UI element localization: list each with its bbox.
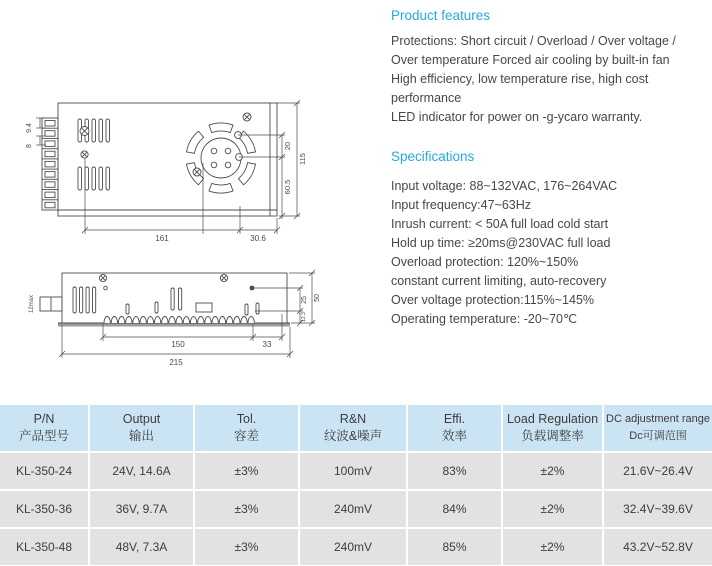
col-header-ripple-noise: R&N 纹波&噪声: [300, 405, 406, 451]
screw-icon: [99, 274, 227, 289]
cell-load-regulation: ±2%: [503, 453, 602, 489]
spec-table: [0, 405, 712, 565]
col-header-pn: P/N 产品型号: [0, 405, 88, 451]
fan-icon: [187, 123, 256, 193]
feature-line: Over temperature Forced air cooling by built-in fan: [391, 53, 670, 67]
specifications-section: [391, 149, 712, 329]
side-view-drawing: [29, 270, 321, 367]
feature-line: LED indicator for power on -g-ycaro warranty.: [391, 110, 643, 124]
product-features-title: Product features: [391, 8, 491, 23]
cell-dc-adjust-range: 32.4V~39.6V: [604, 491, 712, 527]
cell-output: 48V, 7.3A: [90, 529, 193, 565]
cell-ripple-noise: 240mV: [300, 529, 406, 565]
spec-line: constant current limiting, auto-recovery: [391, 274, 607, 288]
cell-efficiency: 83%: [408, 453, 501, 489]
col-header-output: Output 输出: [90, 405, 193, 451]
cell-efficiency: 85%: [408, 529, 501, 565]
table-row: [0, 453, 712, 489]
dim-label: 33: [262, 340, 272, 349]
feature-line: Protections: Short circuit / Overload / Over voltage /: [391, 34, 676, 48]
cell-tolerance: ±3%: [195, 491, 298, 527]
dim-label: 30.6: [250, 234, 266, 243]
col-header-tolerance: Tol. 容差: [195, 405, 298, 451]
dim-label: 150: [171, 340, 185, 349]
cell-dc-adjust-range: 43.2V~52.8V: [604, 529, 712, 565]
feature-line: High efficiency, low temperature rise, high cost: [391, 72, 649, 86]
cell-output: 36V, 9.7A: [90, 491, 193, 527]
col-header-efficiency: Effi. 效率: [408, 405, 501, 451]
specifications-title: Specifications: [391, 149, 475, 164]
dim-label: 215: [169, 358, 183, 367]
cell-tolerance: ±3%: [195, 453, 298, 489]
cell-ripple-noise: 100mV: [300, 453, 406, 489]
feature-line: performance: [391, 91, 462, 105]
screw-icon: [193, 113, 251, 176]
spec-line: Inrush current: < 50A full load cold start: [391, 217, 609, 231]
vent-slots-side: [73, 287, 259, 315]
dim-label: 161: [155, 234, 169, 243]
dim-label: 20: [283, 141, 292, 151]
cell-dc-adjust-range: 21.6V~26.4V: [604, 453, 712, 489]
dimension-lines: [36, 100, 300, 234]
dim-label: 12max: [29, 294, 35, 314]
cell-output: 24V, 14.6A: [90, 453, 193, 489]
table-row: [0, 491, 712, 527]
spec-line: Hold up time: ≥20ms@230VAC full load: [391, 236, 611, 250]
col-header-dc-adjust-range: DC adjustment range Dc可调范围: [604, 405, 712, 451]
cell-tolerance: ±3%: [195, 529, 298, 565]
dim-label: 50: [314, 294, 321, 302]
mechanical-drawing: [0, 88, 390, 378]
spec-line: Over voltage protection:115%~145%: [391, 293, 595, 307]
col-header-load-regulation: Load Regulation 负载调整率: [503, 405, 602, 451]
cell-pn: KL-350-36: [0, 491, 88, 527]
top-view-drawing: [26, 100, 307, 243]
cell-load-regulation: ±2%: [503, 491, 602, 527]
table-row: [0, 529, 712, 565]
spec-line: Operating temperature: -20~70℃: [391, 312, 578, 326]
table-header-row: [0, 405, 712, 451]
spec-line: Input frequency:47~63Hz: [391, 198, 532, 212]
terminal-block: [42, 118, 58, 210]
dim-label: 60.5: [283, 179, 292, 195]
spec-line: Overload protection: 120%~150%: [391, 255, 579, 269]
dim-label: 25: [301, 296, 308, 304]
dim-label: 8: [26, 144, 33, 148]
dimension-lines: [59, 270, 315, 358]
dim-label: 12.3: [301, 312, 307, 322]
cell-efficiency: 84%: [408, 491, 501, 527]
dim-label: 9.4: [26, 123, 33, 133]
dim-label: 115: [298, 153, 307, 165]
cell-load-regulation: ±2%: [503, 529, 602, 565]
cell-pn: KL-350-48: [0, 529, 88, 565]
cell-ripple-noise: 240mV: [300, 491, 406, 527]
cell-pn: KL-350-24: [0, 453, 88, 489]
spec-line: Input voltage: 88~132VAC, 176~264VAC: [391, 179, 618, 193]
product-features-section: [391, 8, 712, 127]
